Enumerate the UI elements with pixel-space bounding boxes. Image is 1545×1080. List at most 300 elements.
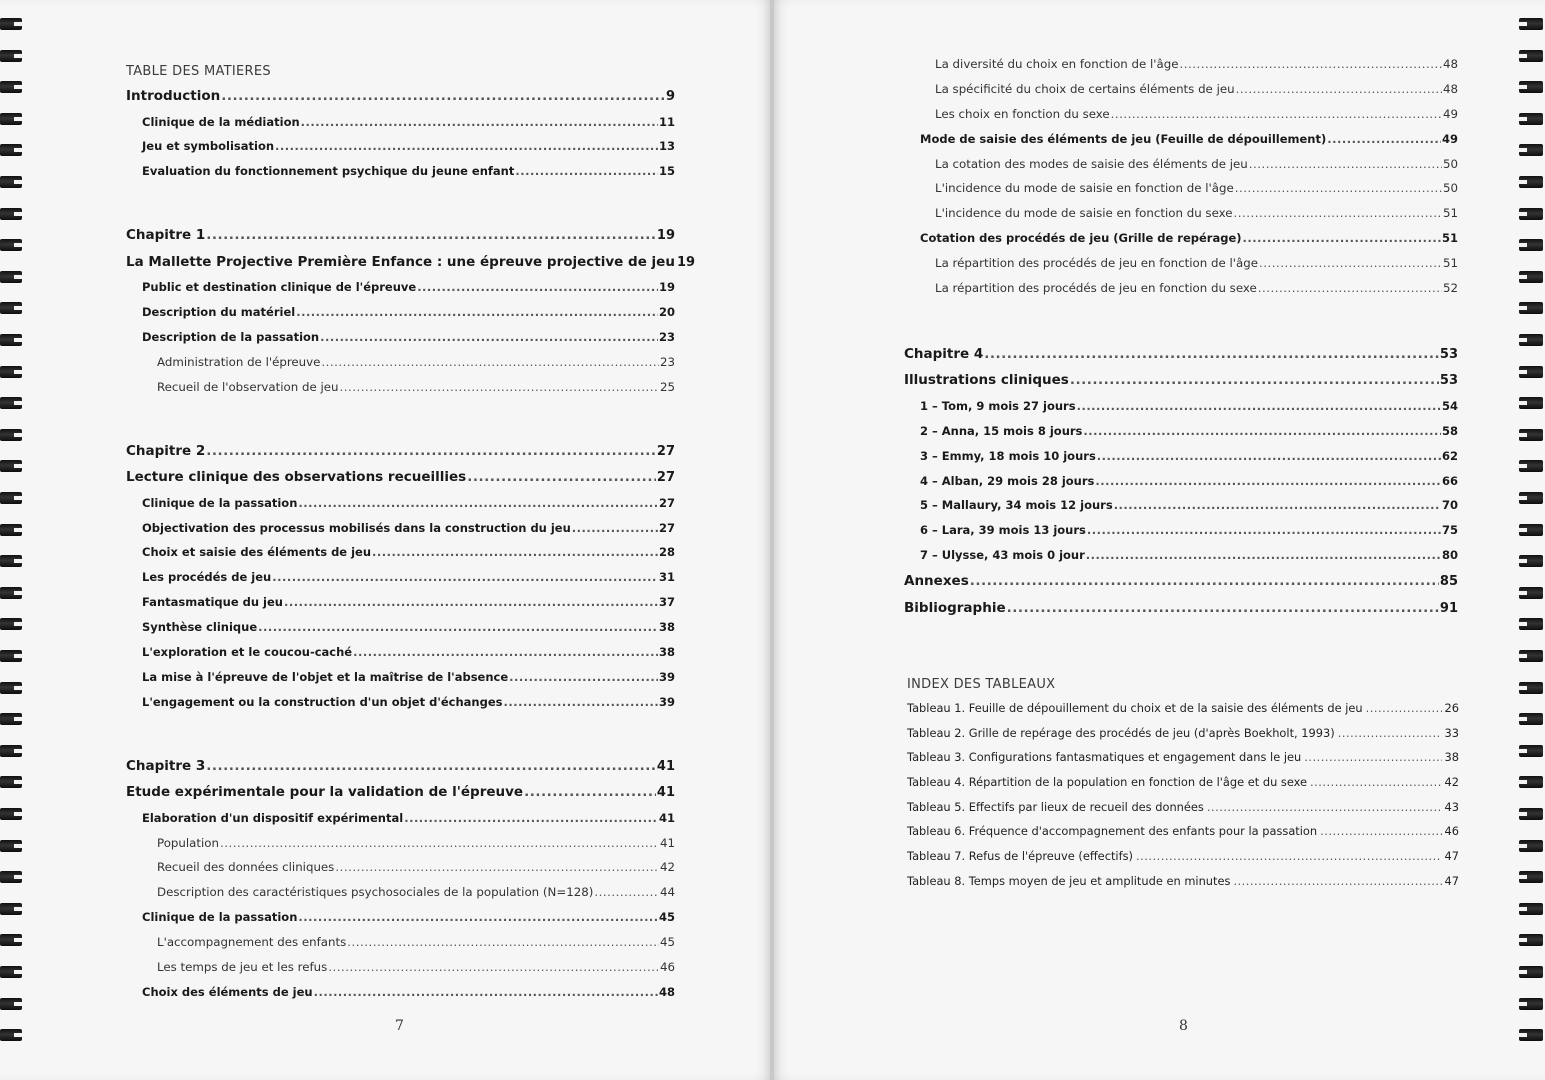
toc-entry-title: Choix et saisie des éléments de jeu [142,545,372,560]
binding-ring [1519,113,1543,125]
toc-entry-page: 49 [1442,106,1458,121]
toc-entries [126,83,696,1005]
binding-ring [1519,208,1543,220]
binding-ring [0,176,22,188]
dot-leader [314,980,658,1005]
binding-ring [1519,366,1543,378]
table-index-entry[interactable] [907,844,1459,869]
binding-ring [1519,998,1543,1010]
binding-ring [1519,555,1543,567]
binding-ring [1519,144,1543,156]
dot-leader [284,590,658,615]
binding-ring [1519,460,1543,472]
dot-leader [275,134,658,159]
toc-entry[interactable] [126,375,675,400]
binding-ring [1519,239,1543,251]
dot-leader [984,341,1439,368]
dot-leader [206,222,656,249]
toc-entry-page: 48 [1442,57,1458,71]
dot-leader [1007,595,1439,622]
dot-leader [1070,367,1439,394]
toc-entry[interactable] [126,491,675,516]
dot-leader [320,325,658,350]
table-index-title: Tableau 6. Fréquence d'accompagnement des enfants pour la passation [907,824,1318,839]
toc-entry-title: 3 – Emmy, 18 mois 10 jours [920,448,1096,463]
toc-entry[interactable] [126,665,675,690]
dot-leader [321,350,659,375]
binding-ring [1519,334,1543,346]
table-index-entry[interactable] [907,770,1459,795]
dot-leader [258,615,658,640]
dot-leader [1310,770,1441,795]
toc-entry-page: 50 [1442,181,1458,196]
dot-leader [1258,276,1442,301]
toc-entry-title: Chapitre 4 [904,345,984,362]
binding-ring [0,460,22,472]
toc-entry[interactable] [126,690,675,715]
toc-entry[interactable] [126,855,675,880]
toc-entry[interactable] [126,980,675,1005]
toc-entry-title: Illustrations cliniques [904,372,1069,389]
toc-entry-page: 19 [658,280,675,295]
binding-ring [0,18,22,30]
toc-entry[interactable] [126,325,675,350]
dot-leader [1095,469,1441,494]
toc-entry[interactable] [904,394,1458,419]
left-page [0,0,770,1080]
toc-entry[interactable] [126,806,675,831]
toc-entry[interactable] [904,176,1458,201]
toc-entry[interactable] [126,779,675,806]
binding-ring [0,998,22,1010]
binding-ring [1519,650,1543,662]
toc-entry[interactable] [126,930,675,955]
table-index-title: Tableau 8. Temps moyen de jeu et amplitude en minutes [907,873,1231,888]
binding-ring [1519,682,1543,694]
toc-entry-page: 62 [1441,448,1458,463]
table-index [907,674,1459,894]
toc-entry-page: 37 [658,595,675,610]
toc-entry-page: 48 [1442,81,1458,96]
toc-entry-title: Chapitre 2 [126,442,206,459]
toc-entry-title: L'engagement ou la construction d'un objet d'échanges [142,694,503,709]
binding-ring [1519,176,1543,188]
toc-entry-page: 45 [659,935,675,950]
toc-entry-title: Les procédés de jeu [142,570,272,585]
toc-entry[interactable] [904,251,1458,276]
toc-entry[interactable] [904,52,1458,77]
table-index-title: Tableau 2. Grille de repérage des procédés de jeu (d'après Boekholt, 1993) [907,725,1335,740]
binding-ring [1519,618,1543,630]
dot-leader [1234,201,1442,226]
toc-entry-page: 85 [1439,574,1458,590]
binding-ring [0,808,22,820]
binding-ring [1519,429,1543,441]
binding-ring [0,366,22,378]
toc-entry-page: 25 [659,379,675,394]
toc-entry-title: Description de la passation [142,329,320,344]
binding-ring [1519,492,1543,504]
table-index-page: 33 [1444,725,1459,740]
toc-entry-title: La mise à l'épreuve de l'objet et la maîtrise de l'absence [142,669,509,684]
toc-entry-page: 41 [658,810,675,825]
right-page [774,0,1545,1080]
toc-entry[interactable] [126,831,675,856]
dot-leader [572,516,658,541]
table-index-title: Tableau 4. Répartition de la population en fonction de l'âge et du sexe [907,775,1308,790]
toc-entry-title: Introduction [126,88,221,104]
toc-entry-title: La cotation des modes de saisie des éléments de jeu [935,156,1248,171]
toc-entry[interactable] [126,640,675,665]
binding-ring [0,144,22,156]
table-index-page: 26 [1444,701,1459,715]
table-index-page: 46 [1444,824,1459,839]
dot-leader [1207,795,1442,820]
binding-ring [1519,871,1543,883]
dot-leader [296,300,658,325]
binding-ring [1519,302,1543,314]
dot-leader [1243,226,1441,251]
toc-entry[interactable] [904,201,1458,226]
toc-entry-page: 19 [656,228,675,244]
toc-entry-title: Public et destination clinique de l'épreuve [142,280,417,295]
dot-leader [404,806,658,831]
toc-entry-page: 39 [658,669,675,684]
dot-leader [335,855,659,880]
toc-entry[interactable] [904,367,1458,394]
toc-entry-title: Description du matériel [142,305,296,320]
dot-leader [594,880,659,905]
dot-leader [1180,52,1442,77]
toc-entry[interactable] [126,134,675,159]
dot-leader [353,640,658,665]
toc-entry-page: 27 [658,495,675,510]
toc-entry-title: Administration de l'épreuve [157,354,321,369]
dot-leader [1249,152,1442,177]
toc-entry-page: 52 [1442,281,1458,296]
toc-entry-title: 6 – Lara, 39 mois 13 jours [920,523,1086,538]
binding-ring [1519,745,1543,757]
binding-ring [1519,397,1543,409]
toc-entry-page: 50 [1442,156,1458,171]
toc-entry[interactable] [904,102,1458,127]
toc-entry-title: 2 – Anna, 15 mois 8 jours [920,423,1083,438]
binding-ring [0,492,22,504]
toc-entry[interactable] [904,493,1458,518]
table-of-contents [126,61,696,1005]
table-index-title: Tableau 1. Feuille de dépouillement du choix et de la saisie des éléments de jeu [907,701,1363,715]
toc-entry-title: Les temps de jeu et les refus [157,959,328,974]
binding-ring [0,429,22,441]
toc-entry[interactable] [904,568,1458,595]
toc-entry-page: 54 [1441,398,1458,413]
dot-leader [298,491,658,516]
binding-ring [0,555,22,567]
toc-entry-page: 20 [658,305,675,320]
dot-leader [298,905,658,930]
toc-entry-title: Synthèse clinique [142,620,258,635]
dot-leader [1083,419,1441,444]
dot-leader [1086,543,1441,568]
toc-entry-title: Choix des éléments de jeu [142,984,313,999]
toc-entry[interactable] [904,341,1458,368]
dot-leader [524,779,656,806]
binding-ring [0,1029,22,1041]
toc-entry-page: 70 [1441,498,1458,513]
toc-entry[interactable] [126,880,675,905]
toc-entry[interactable] [904,595,1458,622]
binding-ring [0,239,22,251]
dot-leader [221,83,665,110]
toc-entry-page: 46 [659,959,675,974]
toc-entry-title: Jeu et symbolisation [142,139,275,154]
binding-ring [1519,587,1543,599]
toc-entry-title: Fantasmatique du jeu [142,595,283,610]
toc-entry-title: La Mallette Projective Première Enfance : une épreuve projective de jeu [126,253,675,270]
toc-entry[interactable] [126,438,675,465]
toc-entry-title: Population [157,835,219,850]
dot-leader [1233,869,1441,894]
dot-leader [1111,102,1442,127]
toc-entry-page: 15 [658,164,675,179]
binding-ring [0,840,22,852]
table-index-entry[interactable] [907,869,1459,894]
section-gap [904,301,1458,341]
toc-entry-title: Recueil des données cliniques [157,860,335,875]
toc-entry-title: Chapitre 3 [126,757,206,774]
toc-entry-page: 44 [659,885,675,900]
binding-ring [1519,81,1543,93]
toc-entry-title: Les choix en fonction du sexe [935,106,1110,121]
table-index-page: 42 [1444,775,1459,790]
binding-ring [1519,903,1543,915]
toc-entry[interactable] [126,300,675,325]
toc-entry-page: 39 [658,694,675,709]
dot-leader [417,275,658,300]
binding-ring [0,745,22,757]
toc-entry[interactable] [904,444,1458,469]
binding-ring [0,208,22,220]
toc-entry-page: 53 [1439,346,1458,362]
toc-entry-title: Evaluation du fonctionnement psychique du jeune enfant [142,164,515,179]
toc-entry-title: L'accompagnement des enfants [157,935,347,950]
binding-ring [0,682,22,694]
binding-ring [0,934,22,946]
toc-entry[interactable] [126,159,675,184]
toc-entry-page: 9 [665,89,675,104]
table-index-entry[interactable] [907,745,1459,770]
binding-ring [1519,808,1543,820]
toc-entry-title: Bibliographie [904,599,1006,616]
dot-leader [206,753,656,780]
table-index-title: Tableau 7. Refus de l'épreuve (effectifs) [907,849,1133,864]
dot-leader [1327,127,1441,152]
toc-entry[interactable] [126,249,696,276]
toc-entry[interactable] [904,419,1458,444]
toc-entry-page: 23 [659,354,675,369]
binding-ring [1519,934,1543,946]
toc-entry-page: 41 [659,835,675,850]
table-index-title: Tableau 5. Effectifs par lieux de recueil des données [907,799,1204,814]
toc-entry-title: Etude expérimentale pour la validation de l'épreuve [126,784,524,801]
dot-leader [509,665,658,690]
toc-entry[interactable] [904,518,1458,543]
dot-leader [372,540,658,565]
binding-ring [1519,776,1543,788]
page-number: 8 [1179,1018,1188,1034]
toc-entry[interactable] [126,350,675,375]
dot-leader [1235,176,1442,201]
binding-ring [0,81,22,93]
dot-leader [301,110,658,135]
toc-entry-title: 1 – Tom, 9 mois 27 jours [920,398,1076,413]
toc-entry-page: 42 [659,860,675,875]
toc-entry-page: 80 [1441,548,1458,563]
toc-entry-title: La diversité du choix en fonction de l'âge [935,57,1179,71]
toc-entry[interactable] [126,275,675,300]
toc-entry[interactable] [126,955,675,980]
toc-entry[interactable] [126,905,675,930]
binding-ring [1519,18,1543,30]
dot-leader [1366,696,1442,721]
table-index-page: 38 [1444,750,1459,765]
toc-entry[interactable] [904,77,1458,102]
binding-ring [0,776,22,788]
toc-entry-title: La répartition des procédés de jeu en fonction du sexe [935,281,1257,296]
binding-ring [0,871,22,883]
toc-entry-page: 38 [658,644,675,659]
toc-entry-title: Description des caractéristiques psychosociales de la population (N=128) [157,885,594,900]
toc-entry[interactable] [126,110,675,135]
toc-entry[interactable] [904,276,1458,301]
table-index-entry[interactable] [907,696,1459,721]
binding-ring [0,903,22,915]
section-gap [126,400,675,438]
toc-entry[interactable] [904,127,1458,152]
table-index-title: Tableau 3. Configurations fantasmatiques et engagement dans le jeu [907,750,1302,765]
section-gap [126,184,675,222]
toc-entry-title: L'incidence du mode de saisie en fonction du sexe [935,206,1233,221]
toc-entries [904,52,1458,621]
page-number: 7 [395,1018,404,1034]
dot-leader [206,438,656,465]
toc-entry-page: 51 [1441,231,1458,246]
toc-entry-page: 13 [658,139,675,154]
binding-ring [0,713,22,725]
toc-entry-page: 58 [1441,423,1458,438]
toc-entry[interactable] [126,464,675,491]
toc-entry[interactable] [126,753,675,780]
binding-ring [0,966,22,978]
table-index-page: 47 [1444,873,1459,888]
toc-entry-page: 38 [658,620,675,635]
toc-entry-title: Cotation des procédés de jeu (Grille de repérage) [920,231,1242,246]
toc-entry-page: 51 [1442,256,1458,271]
toc-entry[interactable] [904,469,1458,494]
dot-leader [328,955,659,980]
toc-entry-page: 27 [658,520,675,535]
toc-entry-page: 91 [1439,600,1458,616]
toc-entry-title: Objectivation des processus mobilisés dans la construction du jeu [142,520,571,535]
toc-entry-page: 66 [1441,473,1458,488]
toc-entry-page: 19 [676,254,696,270]
toc-heading: TABLE DES MATIERES [126,64,271,79]
toc-entry-title: 4 – Alban, 29 mois 28 jours [920,473,1095,488]
binding-ring [1519,966,1543,978]
toc-entry-title: 5 – Mallaury, 34 mois 12 jours [920,498,1113,513]
spiral-binding-left [0,10,24,1070]
dot-leader [515,159,658,184]
toc-entry[interactable] [126,590,675,615]
binding-ring [0,271,22,283]
dot-leader [1320,819,1441,844]
binding-ring [1519,840,1543,852]
dot-leader [1077,394,1441,419]
spiral-binding-right [1517,10,1541,1070]
binding-ring [0,618,22,630]
toc-entry[interactable] [126,540,675,565]
toc-entry[interactable] [904,226,1458,251]
table-index-entry[interactable] [907,721,1459,746]
toc-entry-page: 53 [1439,373,1458,389]
toc-entry-title: Clinique de la médiation [142,114,300,129]
binding-ring [0,397,22,409]
table-index-entry[interactable] [907,795,1459,820]
toc-entry-page: 51 [1442,206,1458,221]
toc-entry-page: 28 [658,545,675,560]
dot-leader [503,690,658,715]
binding-ring [0,334,22,346]
toc-entry[interactable] [126,565,675,590]
table-index-entry[interactable] [907,819,1459,844]
toc-entry-title: Annexes [904,573,969,590]
dot-leader [272,565,658,590]
toc-entry-title: Mode de saisie des éléments de jeu (Feuille de dépouillement) [920,131,1327,146]
binding-ring [0,650,22,662]
toc-entry[interactable] [126,615,675,640]
toc-entry[interactable] [904,152,1458,177]
dot-leader [1136,844,1442,869]
dot-leader [1259,251,1442,276]
binding-ring [1519,50,1543,62]
toc-entry-title: Elaboration d'un dispositif expérimental [142,810,404,825]
binding-ring [0,587,22,599]
binding-ring [0,113,22,125]
toc-entry-page: 41 [656,758,675,774]
toc-entry-title: L'incidence du mode de saisie en fonction de l'âge [935,181,1234,196]
toc-entry[interactable] [126,516,675,541]
binding-ring [1519,1029,1543,1041]
toc-entry-page: 49 [1441,131,1458,146]
toc-entry-page: 23 [658,329,675,344]
dot-leader [1236,77,1442,102]
table-of-contents-continued [904,52,1458,621]
binding-ring [1519,713,1543,725]
toc-entry-title: Recueil de l'observation de jeu [157,379,339,394]
toc-entry-page: 31 [658,570,675,585]
toc-entry[interactable] [904,543,1458,568]
table-index-entries [907,696,1459,894]
toc-entry-title: La spécificité du choix de certains éléments de jeu [935,81,1235,96]
toc-entry[interactable] [126,222,675,249]
dot-leader [1114,493,1441,518]
toc-entry[interactable] [126,83,675,110]
binding-ring [0,302,22,314]
toc-entry-title: Clinique de la passation [142,910,298,925]
toc-entry-title: L'exploration et le coucou-caché [142,644,353,659]
toc-entry-title: Chapitre 1 [126,227,206,244]
dot-leader [1304,745,1441,770]
